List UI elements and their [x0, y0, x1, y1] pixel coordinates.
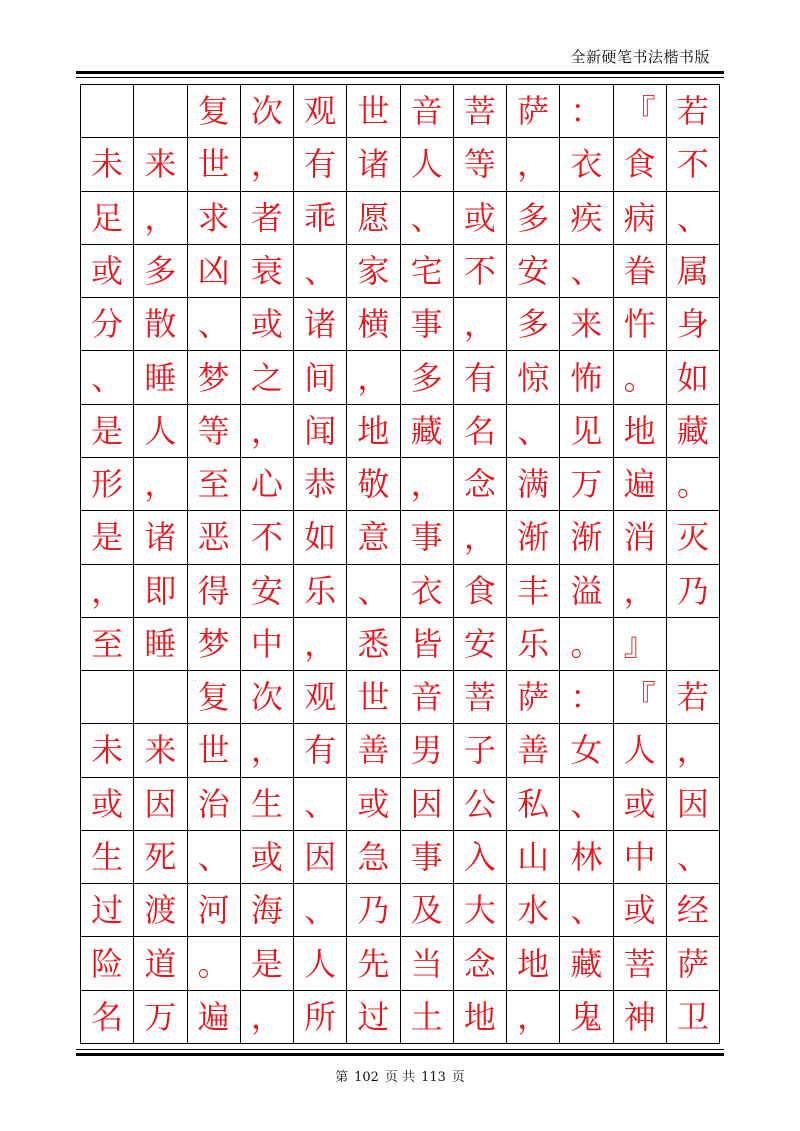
grid-cell: 诸 — [134, 511, 187, 564]
grid-cell: ， — [454, 298, 507, 351]
grid-cell: 鬼 — [560, 991, 613, 1044]
grid-cell: 万 — [134, 991, 187, 1044]
grid-cell: 即 — [134, 565, 187, 618]
grid-cell: 渐 — [507, 511, 560, 564]
grid-cell: 中 — [614, 831, 667, 884]
grid-cell: 疾 — [560, 192, 613, 245]
grid-cell: 凶 — [188, 245, 241, 298]
grid-cell: ， — [241, 991, 294, 1044]
grid-cell: 险 — [81, 937, 134, 990]
grid-cell: 或 — [81, 245, 134, 298]
grid-cell — [81, 671, 134, 724]
grid-cell: 意 — [347, 511, 400, 564]
grid-cell: 溢 — [560, 565, 613, 618]
grid-cell: 子 — [454, 724, 507, 777]
grid-cell: 善 — [507, 724, 560, 777]
grid-cell: 人 — [401, 138, 454, 191]
grid-cell: 及 — [401, 884, 454, 937]
grid-cell: 消 — [614, 511, 667, 564]
grid-cell: 女 — [560, 724, 613, 777]
grid-cell: ， — [507, 991, 560, 1044]
grid-cell: 、 — [188, 831, 241, 884]
grid-cell: 属 — [667, 245, 720, 298]
grid-cell: 观 — [294, 85, 347, 138]
grid-cell: 菩 — [454, 85, 507, 138]
grid-cell: 衣 — [401, 565, 454, 618]
grid-cell: 急 — [347, 831, 400, 884]
grid-cell: 萨 — [507, 85, 560, 138]
grid-cell: 来 — [134, 724, 187, 777]
grid-cell: 『 — [614, 671, 667, 724]
grid-cell: 梦 — [188, 351, 241, 404]
grid-cell: 未 — [81, 138, 134, 191]
grid-cell: 观 — [294, 671, 347, 724]
grid-cell: 如 — [667, 351, 720, 404]
grid-cell: 菩 — [614, 937, 667, 990]
grid-cell: 乐 — [507, 618, 560, 671]
grid-cell: 乃 — [667, 565, 720, 618]
grid-cell: ， — [454, 511, 507, 564]
header-title: 全新硬笔书法楷书版 — [570, 48, 710, 66]
page-footer — [0, 1066, 800, 1085]
grid-cell: 音 — [401, 671, 454, 724]
grid-cell: 等 — [454, 138, 507, 191]
grid-cell: 次 — [241, 85, 294, 138]
grid-cell: 、 — [560, 884, 613, 937]
bottom-rule-thin — [76, 1049, 724, 1050]
grid-cell: 地 — [347, 405, 400, 458]
grid-cell: 地 — [614, 405, 667, 458]
grid-cell: 、 — [560, 245, 613, 298]
grid-cell: ， — [241, 138, 294, 191]
grid-cell: 因 — [667, 778, 720, 831]
grid-cell: 多 — [134, 245, 187, 298]
grid-cell: 安 — [454, 618, 507, 671]
grid-cell: 菩 — [454, 671, 507, 724]
grid-cell: 。 — [188, 937, 241, 990]
grid-cell: ： — [560, 85, 613, 138]
grid-cell: 、 — [347, 565, 400, 618]
grid-cell: 人 — [134, 405, 187, 458]
grid-cell: 土 — [401, 991, 454, 1044]
grid-cell: 生 — [81, 831, 134, 884]
grid-cell: 生 — [241, 778, 294, 831]
grid-cell: 事 — [401, 831, 454, 884]
grid-cell: 因 — [294, 831, 347, 884]
grid-cell: 藏 — [560, 937, 613, 990]
grid-cell: 所 — [294, 991, 347, 1044]
grid-cell: 或 — [241, 831, 294, 884]
grid-cell: 散 — [134, 298, 187, 351]
grid-cell: 或 — [347, 778, 400, 831]
grid-cell: 遍 — [188, 991, 241, 1044]
grid-cell: ， — [294, 618, 347, 671]
grid-cell: ， — [401, 458, 454, 511]
grid-cell: 身 — [667, 298, 720, 351]
grid-cell: 等 — [188, 405, 241, 458]
grid-cell: 恭 — [294, 458, 347, 511]
grid-cell: 因 — [134, 778, 187, 831]
grid-cell: 复 — [188, 85, 241, 138]
grid-cell: 有 — [294, 138, 347, 191]
grid-cell: 、 — [294, 884, 347, 937]
footer-total-pages: 113 — [421, 1070, 446, 1085]
grid-cell: 若 — [667, 671, 720, 724]
grid-cell: 有 — [454, 351, 507, 404]
grid-cell: 得 — [188, 565, 241, 618]
grid-cell: ， — [241, 724, 294, 777]
grid-cell: 或 — [81, 778, 134, 831]
grid-cell: 、 — [401, 192, 454, 245]
grid-cell: 睡 — [134, 618, 187, 671]
grid-cell — [667, 618, 720, 671]
grid-cell: 藏 — [667, 405, 720, 458]
grid-cell: 山 — [507, 831, 560, 884]
grid-cell: 萨 — [667, 937, 720, 990]
grid-cell — [81, 85, 134, 138]
grid-cell: 至 — [81, 618, 134, 671]
grid-cell: 河 — [188, 884, 241, 937]
grid-cell: 、 — [507, 405, 560, 458]
grid-cell: 家 — [347, 245, 400, 298]
grid-cell: 、 — [294, 778, 347, 831]
grid-cell: 中 — [241, 618, 294, 671]
grid-cell: 念 — [454, 458, 507, 511]
grid-cell: 如 — [294, 511, 347, 564]
grid-cell: 名 — [81, 991, 134, 1044]
grid-cell: 不 — [667, 138, 720, 191]
grid-cell: 有 — [294, 724, 347, 777]
grid-cell: 次 — [241, 671, 294, 724]
grid-cell: 遍 — [614, 458, 667, 511]
grid-cell: 藏 — [401, 405, 454, 458]
grid-cell: 不 — [454, 245, 507, 298]
grid-cell: 神 — [614, 991, 667, 1044]
grid-cell: 病 — [614, 192, 667, 245]
grid-cell: 形 — [81, 458, 134, 511]
grid-cell: 名 — [454, 405, 507, 458]
grid-cell: 愿 — [347, 192, 400, 245]
grid-cell: 卫 — [667, 991, 720, 1044]
grid-cell: 死 — [134, 831, 187, 884]
grid-cell: ： — [560, 671, 613, 724]
grid-cell: 水 — [507, 884, 560, 937]
grid-cell: ， — [614, 565, 667, 618]
grid-cell: 万 — [560, 458, 613, 511]
grid-cell: 来 — [560, 298, 613, 351]
grid-cell: 眷 — [614, 245, 667, 298]
footer-mid: 页 共 — [384, 1070, 416, 1085]
grid-cell: 渐 — [560, 511, 613, 564]
grid-cell: 音 — [401, 85, 454, 138]
grid-cell: 。 — [667, 458, 720, 511]
grid-cell: 或 — [241, 298, 294, 351]
grid-cell: 乖 — [294, 192, 347, 245]
grid-cell: 『 — [614, 85, 667, 138]
grid-cell: 者 — [241, 192, 294, 245]
grid-cell: 、 — [667, 831, 720, 884]
grid-cell: 诸 — [294, 298, 347, 351]
grid-cell: 足 — [81, 192, 134, 245]
grid-cell: 渡 — [134, 884, 187, 937]
grid-cell: 敬 — [347, 458, 400, 511]
grid-cell: 地 — [454, 991, 507, 1044]
grid-cell: 乐 — [294, 565, 347, 618]
grid-cell: 衰 — [241, 245, 294, 298]
bottom-rule-thick — [76, 1053, 724, 1056]
grid-cell: 善 — [347, 724, 400, 777]
calligraphy-grid — [80, 84, 720, 1044]
grid-cell: 世 — [347, 671, 400, 724]
grid-cell: 因 — [401, 778, 454, 831]
grid-cell: 心 — [241, 458, 294, 511]
grid-cell: 大 — [454, 884, 507, 937]
grid-cell: ， — [81, 565, 134, 618]
grid-cell — [134, 671, 187, 724]
grid-cell: 安 — [507, 245, 560, 298]
grid-cell: 安 — [241, 565, 294, 618]
grid-cell: 之 — [241, 351, 294, 404]
grid-cell: 是 — [81, 405, 134, 458]
grid-cell: 或 — [454, 192, 507, 245]
footer-prefix: 第 — [335, 1070, 349, 1085]
grid-cell: 地 — [507, 937, 560, 990]
grid-cell: 见 — [560, 405, 613, 458]
grid-cell: 过 — [347, 991, 400, 1044]
grid-cell: 悉 — [347, 618, 400, 671]
grid-cell: 林 — [560, 831, 613, 884]
grid-cell: 分 — [81, 298, 134, 351]
grid-cell: 不 — [241, 511, 294, 564]
grid-cell: 治 — [188, 778, 241, 831]
grid-cell: 食 — [614, 138, 667, 191]
grid-cell: 、 — [560, 778, 613, 831]
grid-cell: 满 — [507, 458, 560, 511]
grid-cell: 或 — [614, 778, 667, 831]
grid-cell: 道 — [134, 937, 187, 990]
grid-cell: 是 — [241, 937, 294, 990]
grid-cell: 入 — [454, 831, 507, 884]
grid-cell: ， — [347, 351, 400, 404]
grid-cell: 事 — [401, 298, 454, 351]
grid-cell: 宅 — [401, 245, 454, 298]
grid-cell: 丰 — [507, 565, 560, 618]
footer-page-number: 102 — [354, 1070, 379, 1085]
grid-cell: 皆 — [401, 618, 454, 671]
top-rule-thick — [76, 71, 724, 74]
grid-cell: 先 — [347, 937, 400, 990]
grid-cell: 忤 — [614, 298, 667, 351]
grid-cell: 、 — [188, 298, 241, 351]
grid-cell: 世 — [347, 85, 400, 138]
grid-cell: 、 — [294, 245, 347, 298]
grid-cell: 当 — [401, 937, 454, 990]
grid-cell: 过 — [81, 884, 134, 937]
grid-cell: 若 — [667, 85, 720, 138]
grid-cell: 、 — [81, 351, 134, 404]
grid-cell: 多 — [507, 298, 560, 351]
grid-cell: ， — [134, 458, 187, 511]
grid-cell: 是 — [81, 511, 134, 564]
grid-cell: 求 — [188, 192, 241, 245]
grid-cell: 梦 — [188, 618, 241, 671]
grid-cell: 海 — [241, 884, 294, 937]
grid-cell: 衣 — [560, 138, 613, 191]
grid-cell: 世 — [188, 724, 241, 777]
grid-cell: 灭 — [667, 511, 720, 564]
grid-cell: 诸 — [347, 138, 400, 191]
grid-cell: 闻 — [294, 405, 347, 458]
grid-cell: ， — [134, 192, 187, 245]
grid-cell: 人 — [294, 937, 347, 990]
grid-cell: 睡 — [134, 351, 187, 404]
grid-cell: 人 — [614, 724, 667, 777]
grid-cell: 萨 — [507, 671, 560, 724]
grid-cell: 怖 — [560, 351, 613, 404]
grid-cell: 或 — [614, 884, 667, 937]
grid-cell: 』 — [614, 618, 667, 671]
grid-cell: 经 — [667, 884, 720, 937]
grid-cell — [134, 85, 187, 138]
grid-cell: 多 — [507, 192, 560, 245]
grid-cell: 惊 — [507, 351, 560, 404]
grid-cell: 私 — [507, 778, 560, 831]
grid-cell: 横 — [347, 298, 400, 351]
grid-cell: 复 — [188, 671, 241, 724]
grid-cell: 多 — [401, 351, 454, 404]
grid-cell: 食 — [454, 565, 507, 618]
grid-cell: ， — [667, 724, 720, 777]
grid-cell: 。 — [614, 351, 667, 404]
grid-cell: 念 — [454, 937, 507, 990]
grid-cell: ， — [241, 405, 294, 458]
grid-cell: 未 — [81, 724, 134, 777]
grid-cell: 至 — [188, 458, 241, 511]
grid-cell: 、 — [667, 192, 720, 245]
grid-cell: 乃 — [347, 884, 400, 937]
grid-cell: 事 — [401, 511, 454, 564]
grid-cell: 间 — [294, 351, 347, 404]
grid-cell: 男 — [401, 724, 454, 777]
grid-cell: 来 — [134, 138, 187, 191]
grid-cell: 世 — [188, 138, 241, 191]
grid-cell: 。 — [560, 618, 613, 671]
grid-cell: ， — [507, 138, 560, 191]
grid-cell: 恶 — [188, 511, 241, 564]
top-rule-thin — [76, 77, 724, 78]
footer-suffix: 页 — [451, 1070, 465, 1085]
grid-cell: 公 — [454, 778, 507, 831]
